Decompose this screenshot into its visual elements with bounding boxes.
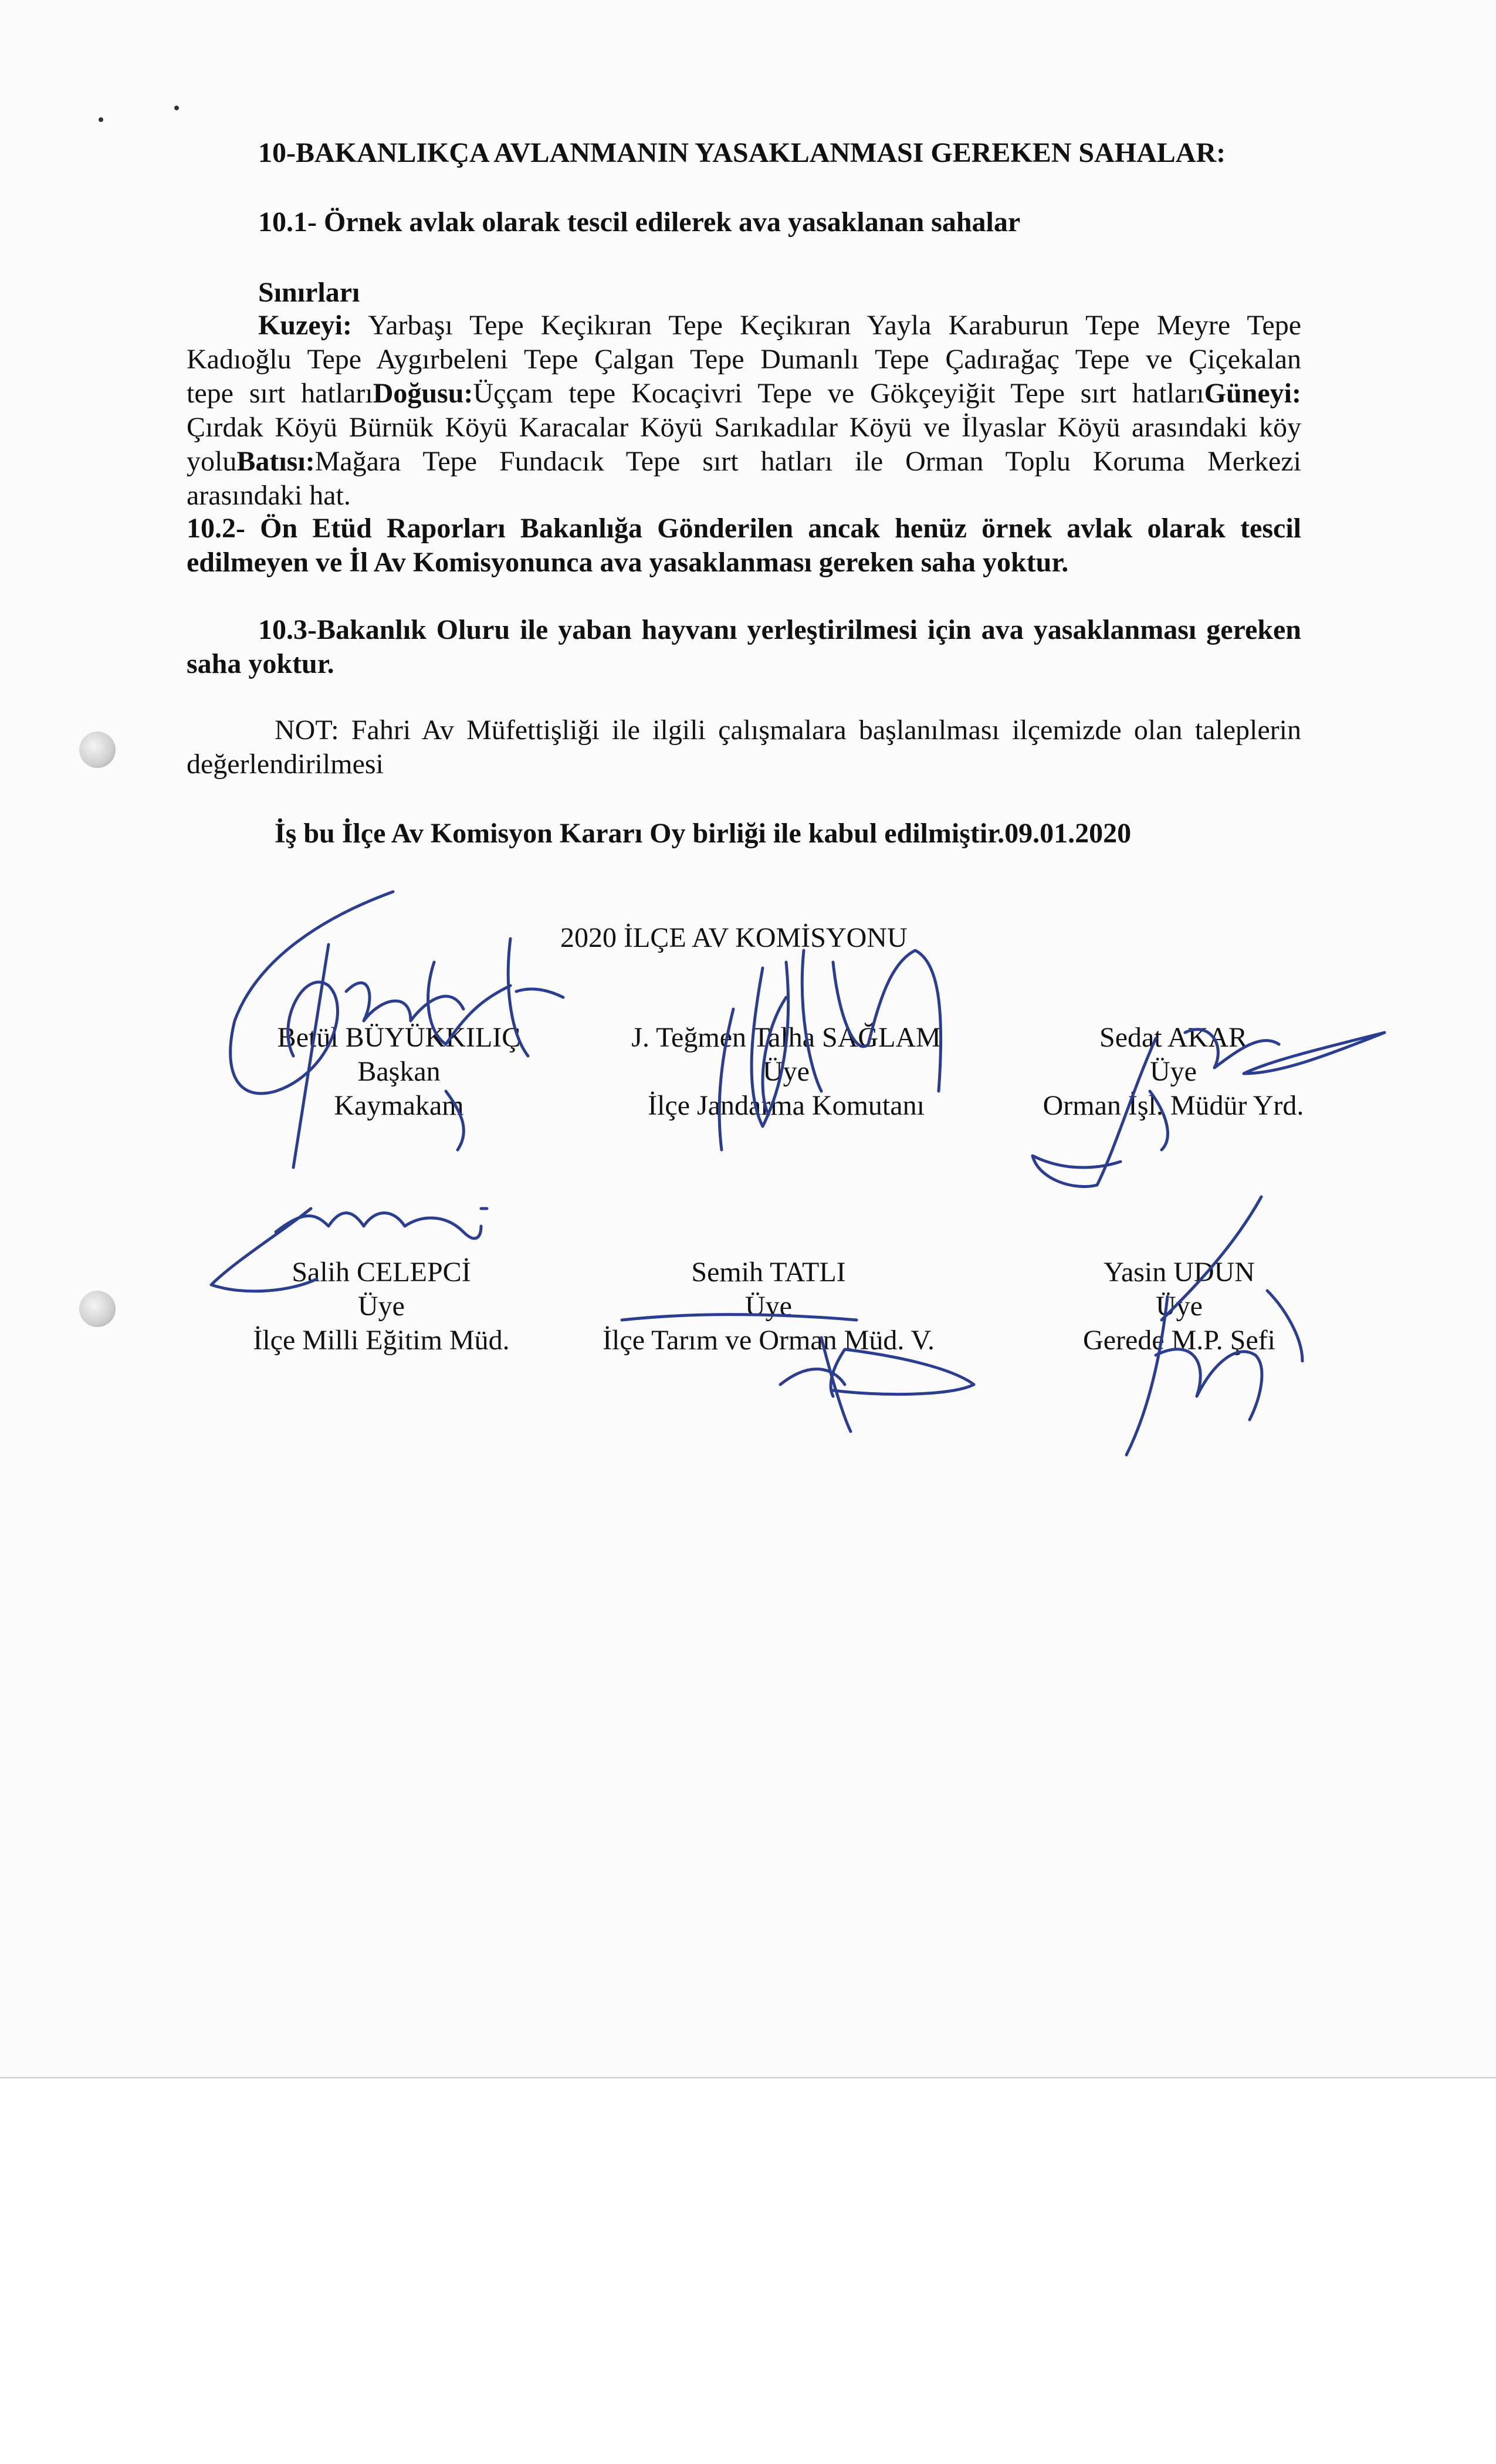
borders-line-4: Çırdak Köyü Bürnük Köyü Karacalar Köyü Sarıkadılar Köyü ve İlyaslar Köyü arasındaki köy — [187, 412, 1301, 443]
decision-statement: İş bu İlçe Av Komisyon Kararı Oy birliği ile kabul edilmiştir.09.01.2020 — [275, 818, 1132, 849]
signature-block-5 — [563, 1255, 974, 1358]
member-title: Orman İşl. Müdür Yrd. — [1043, 1090, 1304, 1121]
east-text: Üççam tepe Kocaçivri Tepe ve Gökçeyiğit Tepe sırt hatları — [473, 378, 1204, 409]
west-text: Mağara Tepe Fundacık Tepe sırt hatları ile Orman Toplu Koruma Merkezi — [314, 446, 1301, 477]
note-paragraph: NOT: Fahri Av Müfettişliği ile ilgili çalışmalara başlanılması ilçemizde olan taleplerin değerlendirilmesi — [187, 715, 1301, 780]
signature-block-1 — [223, 1021, 575, 1123]
member-title: İlçe Milli Eğitim Müd. — [253, 1325, 510, 1356]
section-10-1-title: 10.1- Örnek avlak olarak tescil edilerek ava yasaklanan sahalar — [258, 207, 1021, 238]
member-title: İlçe Jandarma Komutanı — [648, 1090, 925, 1121]
punch-hole — [79, 732, 116, 768]
member-title: İlçe Tarım ve Orman Müd. V. — [603, 1325, 935, 1356]
north-label: Kuzeyi: — [258, 310, 352, 341]
member-name: Salih CELEPCİ — [292, 1257, 471, 1288]
member-role: Üye — [745, 1291, 792, 1322]
punch-hole — [79, 1291, 116, 1327]
east-label: Doğusu: — [373, 378, 473, 409]
section-heading: 10-BAKANLIKÇA AVLANMANIN YASAKLANMASI GEREKEN SAHALAR: — [258, 137, 1226, 168]
south-text-end: yolu — [187, 446, 237, 477]
signature-block-4 — [205, 1255, 557, 1358]
member-role: Başkan — [357, 1056, 441, 1087]
member-role: Üye — [1156, 1291, 1203, 1322]
member-name: Sedat AKAR — [1099, 1022, 1247, 1053]
member-name: J. Teğmen Talha SAĞLAM — [631, 1022, 941, 1053]
borders-line-5 — [187, 445, 1301, 479]
borders-line-2: Kadıoğlu Tepe Aygırbeleni Tepe Çalgan Tepe Dumanlı Tepe Çadırağaç Tepe ve Çiçekalan — [187, 344, 1301, 375]
signature-block-3 — [997, 1021, 1349, 1123]
member-role: Üye — [763, 1056, 810, 1087]
member-title: Kaymakam — [334, 1090, 464, 1121]
section-10-3: 10.3-Bakanlık Oluru ile yaban hayvanı yerleştirilmesi için ava yasaklanması gereken saha yoktur. — [187, 614, 1301, 679]
west-label: Batısı: — [236, 446, 315, 477]
borders-text: tepe sırt hatları — [187, 378, 373, 409]
signature-block-6 — [1003, 1255, 1355, 1358]
signature-block-2 — [581, 1021, 991, 1123]
member-name: Yasin UDUN — [1104, 1257, 1255, 1288]
borders-line-1 — [258, 309, 1301, 343]
committee-title: 2020 İLÇE AV KOMİSYONU — [560, 922, 908, 953]
member-role: Üye — [1150, 1056, 1197, 1087]
north-text: Yarbaşı Tepe Keçikıran Tepe Keçikıran Yayla Karaburun Tepe Meyre Tepe — [368, 310, 1301, 341]
south-label: Güneyi: — [1204, 378, 1301, 409]
section-10-2: 10.2- Ön Etüd Raporları Bakanlığa Gönderilen ancak henüz örnek avlak olarak tescil edilmeyen ve İl Av Komisyonunca ava yasaklanması gereken saha yoktur. — [187, 513, 1301, 578]
scan-speck — [99, 117, 103, 122]
borders-label: Sınırları — [258, 277, 360, 308]
borders-line-6: arasındaki hat. — [187, 480, 351, 511]
scan-speck — [174, 106, 179, 110]
member-role: Üye — [358, 1291, 405, 1322]
member-title: Gerede M.P. Şefi — [1083, 1325, 1275, 1356]
member-name: Betül BÜYÜKKILIÇ — [277, 1022, 521, 1053]
borders-line-3 — [187, 377, 1301, 411]
member-name: Semih TATLI — [691, 1257, 846, 1288]
